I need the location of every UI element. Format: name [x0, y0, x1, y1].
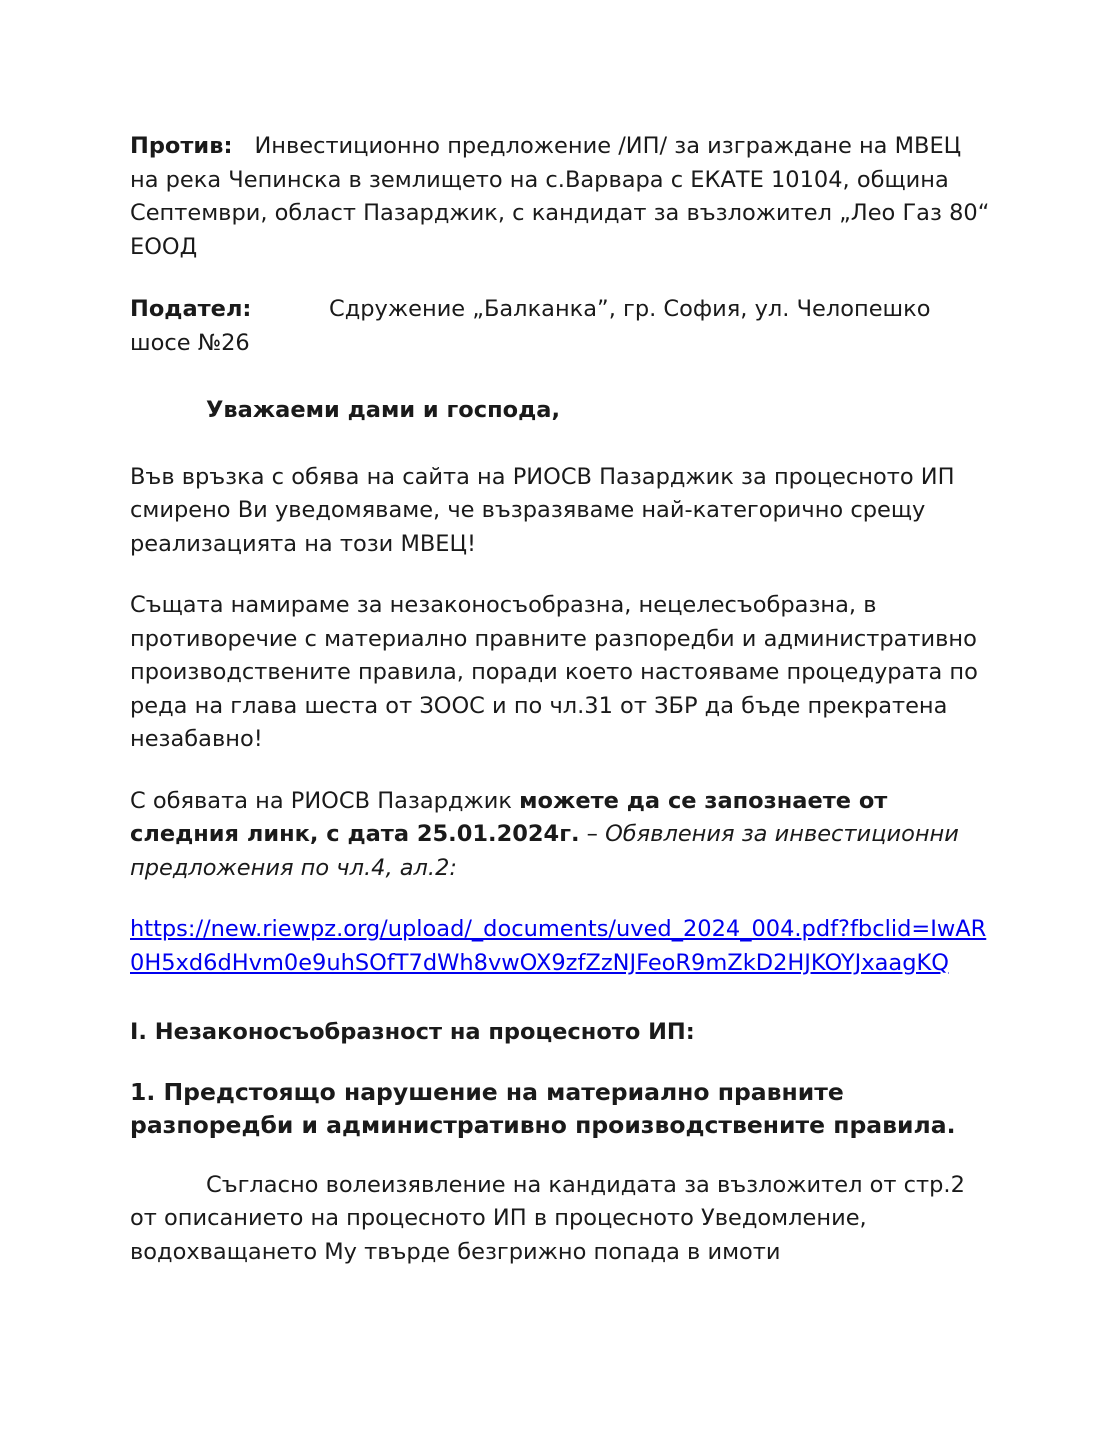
paragraph-reasons: Същата намираме за незаконосъобразна, нецелесъобразна, в противоречие с материално правните разпоредби и административно производствените правила, поради което настояваме процедурата по реда на глава шеста от ЗООС и по чл.31 от ЗБР да бъде прекратена незабавно!	[130, 592, 978, 752]
document-page	[130, 130, 990, 1269]
against-text: Инвестиционно предложение /ИП/ за изграждане на МВЕЦ на река Чепинска в землището на с.Варвара с ЕКАТЕ 10104, община Септември, област Пазарджик, с кандидат за възложител „Лео Газ 80“ ЕООД	[130, 133, 990, 260]
sender-paragraph	[130, 293, 990, 360]
against-label: Против:	[130, 133, 233, 159]
announcement-dash: –	[579, 821, 606, 847]
greeting: Уважаеми дами и господа,	[206, 397, 560, 423]
paragraph-objection: Във връзка с обява на сайта на РИОСВ Пазарджик за процесното ИП смирено Ви уведомяваме, че възразяваме най-категорично срещу реализацията на този МВЕЦ!	[130, 463, 955, 557]
paragraph-announcement	[130, 785, 990, 886]
announcement-italic-text: Обявления за инвестиционни предложения по чл.4, ал.2:	[130, 821, 959, 881]
announcement-text: С обявата на РИОСВ Пазарджик	[130, 787, 520, 814]
against-paragraph	[130, 130, 990, 264]
announcement-link[interactable]: https://new.riewpz.org/upload/_documents/uved_2024_004.pdf?fbclid=IwAR0H5xd6dHvm0e9uhSOfT7dWh8vwOX9zfZzNJFeoR9mZkD2HJKOYJxaagKQ	[130, 916, 987, 976]
sender-text: Сдружение „Балканка”, гр. София, ул. Челопешко шосе №26	[130, 296, 931, 356]
sender-label: Подател:	[130, 296, 252, 322]
paragraph-intake: Съгласно волеизявление на кандидата за възложител от стр.2 от описанието на процесното ИП в процесното Уведомление, водохващането Му твърде безгрижно попада в имоти	[130, 1171, 965, 1265]
subsection-heading: 1. Предстоящо нарушение на материално правните разпоредби и административно производствените правила.	[130, 1077, 956, 1139]
announcement-bold-text: можете да се запознаете от следния линк, с дата 25.01.2024г.	[130, 787, 888, 847]
section-heading: I. Незаконосъобразност на процесното ИП:	[130, 1019, 695, 1045]
